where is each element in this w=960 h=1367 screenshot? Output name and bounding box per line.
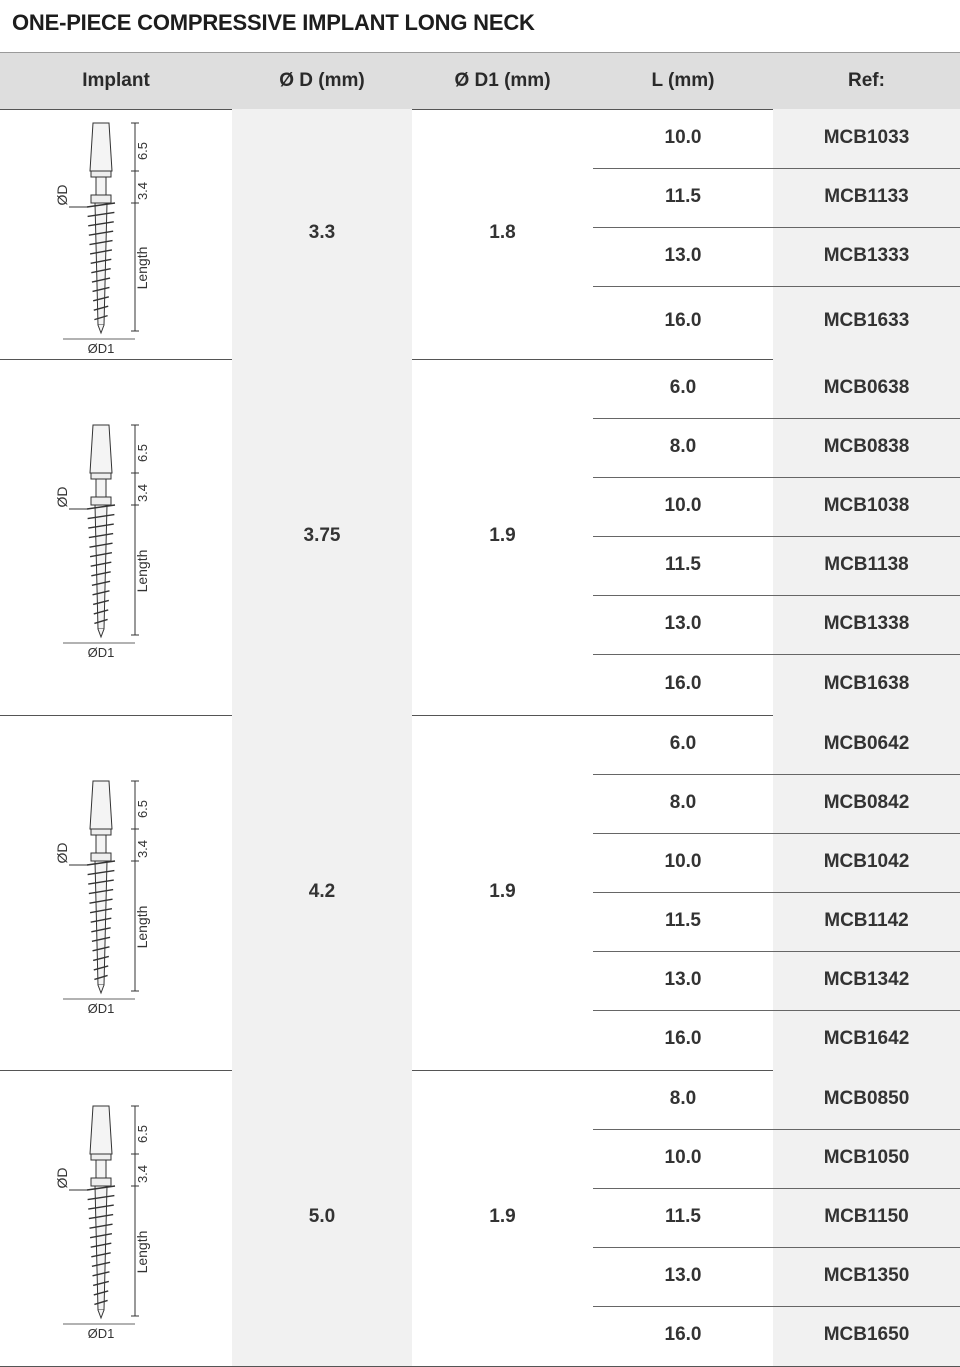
table-row: [593, 715, 960, 774]
length-value: 13.0: [664, 613, 702, 634]
diameter-d1-value: 1.9: [489, 525, 516, 546]
ref-code: MCB1650: [823, 1324, 910, 1345]
length-value: 6.0: [669, 377, 697, 398]
table-row: [593, 418, 960, 477]
neck-shaft: [96, 177, 106, 195]
header-implant: Implant: [82, 70, 150, 91]
length-value: 6.0: [669, 733, 697, 754]
header-length: L (mm): [651, 70, 715, 91]
header-diameter-d: Ø D (mm): [279, 70, 365, 91]
diameter-d-value: 4.2: [308, 881, 336, 902]
table-row: [593, 536, 960, 595]
table-row: [593, 1188, 960, 1247]
diameter-d-value: 3.3: [308, 222, 336, 243]
collar: [91, 195, 111, 203]
ref-code: MCB1042: [823, 851, 910, 872]
table-row: [593, 1070, 960, 1129]
neck-length-label: 6.5: [135, 443, 150, 463]
ref-code: MCB1642: [823, 1028, 910, 1049]
implant-tip: [98, 629, 104, 637]
table-row: [593, 286, 960, 358]
implant-diagram: [55, 1098, 155, 1343]
length-value: 16.0: [664, 673, 702, 694]
ref-code: MCB0838: [823, 436, 910, 457]
diameter-d-label: ØD: [55, 1167, 70, 1189]
abutment-shape: [90, 425, 112, 473]
length-value: 10.0: [664, 1147, 702, 1168]
implant-diagram: [55, 115, 155, 358]
implant-tip: [98, 985, 104, 993]
table-row: [593, 833, 960, 892]
diameter-d1-value: 1.9: [489, 881, 516, 902]
diameter-d1-label: ØD1: [87, 645, 115, 657]
diameter-d-label: ØD: [55, 486, 70, 508]
table-row: [593, 168, 960, 227]
ref-code: MCB0850: [823, 1088, 910, 1109]
ref-code: MCB0642: [823, 733, 910, 754]
neck-ring: [91, 171, 111, 177]
table-row: [593, 1129, 960, 1188]
collar-length-label: 3.4: [135, 839, 150, 859]
length-value: 8.0: [669, 436, 697, 457]
page-title: ONE-PIECE COMPRESSIVE IMPLANT LONG NECK: [12, 10, 535, 35]
diameter-d1-value: 1.8: [489, 222, 516, 243]
implant-group: [0, 109, 960, 360]
diameter-d-value: 5.0: [308, 1206, 336, 1227]
length-value: 11.5: [665, 1206, 701, 1227]
neck-ring: [91, 473, 111, 479]
table-row: [593, 109, 960, 168]
diameter-d-label: ØD: [55, 184, 70, 206]
diameter-d-value: 3.75: [303, 525, 341, 546]
diameter-d1-label: ØD1: [87, 1001, 115, 1013]
table-row: [593, 1247, 960, 1306]
table-row: [593, 774, 960, 833]
length-value: 16.0: [664, 1324, 702, 1345]
length-value: 11.5: [665, 910, 701, 931]
implant-group: [0, 359, 960, 716]
header-ref: Ref:: [848, 70, 885, 91]
length-value: 11.5: [665, 186, 701, 207]
ref-code: MCB1038: [823, 495, 910, 516]
implant-tip: [98, 325, 104, 333]
ref-code: MCB1138: [824, 554, 909, 575]
implant-diagram: [55, 773, 155, 1018]
ref-code: MCB1150: [824, 1206, 909, 1227]
ref-code: MCB1350: [823, 1265, 910, 1286]
neck-shaft: [96, 1160, 106, 1178]
length-value: 13.0: [664, 969, 702, 990]
table-row: [593, 359, 960, 418]
length-value: 16.0: [664, 1028, 702, 1049]
table-row: [593, 951, 960, 1010]
length-value: 10.0: [664, 127, 702, 148]
body-length-label: Length: [134, 246, 150, 290]
length-value: 13.0: [664, 245, 702, 266]
diameter-d-label: ØD: [55, 842, 70, 864]
diameter-d1-label: ØD1: [87, 341, 115, 353]
collar-length-label: 3.4: [135, 1164, 150, 1184]
ref-code: MCB1133: [824, 186, 909, 207]
implant-tip: [98, 1310, 104, 1318]
neck-length-label: 6.5: [135, 1124, 150, 1144]
table-row: [593, 1010, 960, 1070]
neck-shaft: [96, 835, 106, 853]
length-value: 13.0: [664, 1265, 702, 1286]
implant-group: [0, 1070, 960, 1367]
table-row: [593, 654, 960, 715]
collar-length-label: 3.4: [135, 181, 150, 201]
table-row: [593, 1306, 960, 1366]
length-value: 8.0: [669, 1088, 697, 1109]
neck-length-label: 6.5: [135, 799, 150, 819]
abutment-shape: [90, 123, 112, 171]
neck-length-label: 6.5: [135, 141, 150, 161]
ref-code: MCB1142: [824, 910, 909, 931]
abutment-shape: [90, 1106, 112, 1154]
ref-code: MCB1338: [823, 613, 910, 634]
ref-code: MCB1333: [823, 245, 910, 266]
length-value: 10.0: [664, 495, 702, 516]
ref-code: MCB1050: [823, 1147, 910, 1168]
length-value: 8.0: [669, 792, 697, 813]
body-length-label: Length: [134, 1230, 150, 1274]
collar: [91, 497, 111, 505]
neck-ring: [91, 1154, 111, 1160]
neck-ring: [91, 829, 111, 835]
length-value: 10.0: [664, 851, 702, 872]
implant-group: [0, 715, 960, 1071]
ref-code: MCB1633: [823, 310, 910, 331]
ref-code: MCB1638: [823, 673, 910, 694]
ref-code: MCB0638: [823, 377, 910, 398]
ref-code: MCB1033: [823, 127, 910, 148]
ref-code: MCB1342: [823, 969, 910, 990]
table-row: [593, 595, 960, 654]
ref-code: MCB0842: [823, 792, 910, 813]
length-value: 11.5: [665, 554, 701, 575]
collar: [91, 853, 111, 861]
implant-diagram: [55, 417, 155, 662]
table-row: [593, 477, 960, 536]
collar: [91, 1178, 111, 1186]
length-value: 16.0: [664, 310, 702, 331]
diameter-d1-value: 1.9: [489, 1206, 516, 1227]
table-row: [593, 892, 960, 951]
body-length-label: Length: [134, 905, 150, 949]
table-row: [593, 227, 960, 286]
collar-length-label: 3.4: [135, 483, 150, 503]
abutment-shape: [90, 781, 112, 829]
body-length-label: Length: [134, 549, 150, 593]
header-diameter-d1: Ø D1 (mm): [454, 70, 551, 91]
diameter-d1-label: ØD1: [87, 1326, 115, 1338]
table-header: [0, 52, 960, 110]
neck-shaft: [96, 479, 106, 497]
